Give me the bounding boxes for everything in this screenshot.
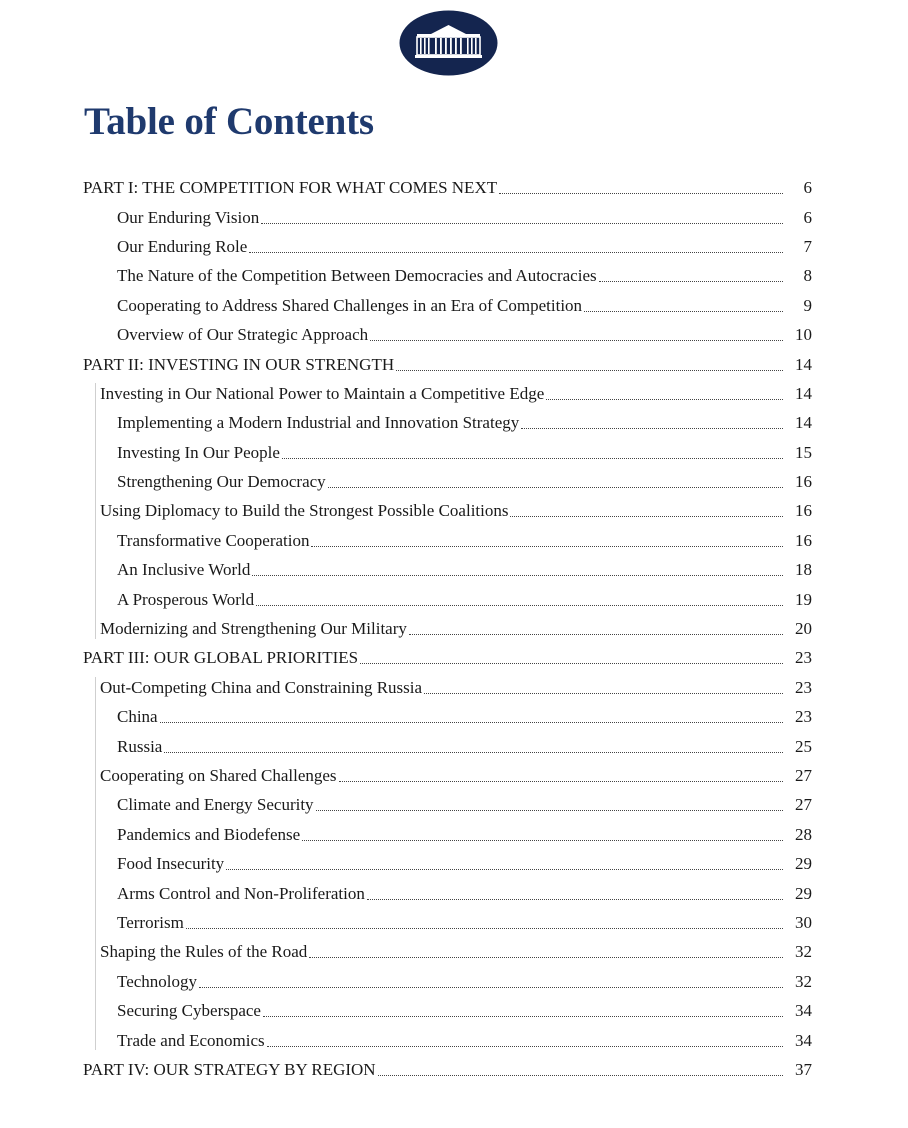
- toc-dot-leader: [199, 987, 783, 988]
- toc-part-entry[interactable]: [0, 349, 908, 378]
- toc-entry-label: A Prosperous World: [117, 589, 255, 609]
- toc-entry-label: Cooperating on Shared Challenges: [100, 766, 337, 785]
- toc-entry-label: China: [117, 707, 158, 727]
- toc-entry-label: Cooperating to Address Shared Challenges in an Era of Competition: [117, 295, 583, 315]
- toc-dot-leader: [302, 840, 783, 841]
- toc-entry-label: PART IV: OUR STRATEGY BY REGION: [83, 1059, 376, 1079]
- toc-entry-label: Russia: [117, 736, 163, 756]
- toc-page-number: 27: [795, 795, 812, 815]
- toc-entry-label: Shaping the Rules of the Road: [100, 942, 308, 962]
- toc-dot-leader: [261, 223, 783, 224]
- toc-subsection-entry[interactable]: [0, 408, 908, 437]
- toc-subsection-entry[interactable]: [0, 555, 908, 584]
- toc-dot-leader: [267, 1046, 783, 1047]
- toc-dot-leader: [164, 752, 783, 753]
- toc-subsection-entry[interactable]: [0, 1025, 908, 1054]
- toc-subsection-entry[interactable]: [0, 320, 908, 349]
- toc-subsection-entry[interactable]: [0, 526, 908, 555]
- toc-subsection-entry[interactable]: [0, 820, 908, 849]
- toc-entry-label: An Inclusive World: [117, 560, 251, 580]
- toc-indent-guide: [95, 383, 96, 639]
- toc-entry-label: Securing Cyberspace: [117, 1001, 261, 1021]
- toc-page-number: 29: [795, 883, 812, 903]
- toc-page-number: 23: [795, 648, 812, 668]
- toc-page-number: 23: [795, 677, 812, 697]
- toc-page-number: 23: [795, 707, 812, 727]
- toc-page-number: 14: [795, 383, 812, 403]
- toc-page-number: 14: [795, 413, 812, 433]
- white-house-seal-icon: [399, 10, 498, 76]
- toc-subsection-entry[interactable]: [0, 849, 908, 878]
- toc-section-entry[interactable]: [0, 496, 908, 525]
- toc-dot-leader: [360, 663, 783, 664]
- toc-page-number: 15: [795, 442, 812, 462]
- toc-dot-leader: [282, 458, 783, 459]
- toc-entry-label: The Nature of the Competition Between Democracies and Autocracies: [117, 266, 597, 286]
- toc-entry-label: Terrorism: [117, 912, 184, 932]
- toc-dot-leader: [367, 899, 783, 900]
- toc-dot-leader: [370, 340, 783, 341]
- toc-entry-label: Out-Competing China and Constraining Russia: [100, 677, 423, 697]
- toc-dot-leader: [311, 546, 783, 547]
- toc-entry-label: PART II: INVESTING IN OUR STRENGTH: [83, 354, 395, 374]
- toc-dot-leader: [339, 781, 783, 782]
- toc-page-number: 32: [795, 942, 812, 962]
- toc-page-number: 37: [795, 1059, 812, 1079]
- toc-entry-label: Trade and Economics: [117, 1030, 265, 1050]
- toc-dot-leader: [186, 928, 783, 929]
- toc-dot-leader: [546, 399, 783, 400]
- toc-dot-leader: [584, 311, 783, 312]
- toc-subsection-entry[interactable]: [0, 731, 908, 760]
- toc-dot-leader: [378, 1075, 783, 1076]
- toc-page-number: 9: [803, 295, 812, 315]
- toc-page-number: 32: [795, 971, 812, 991]
- toc-page-number: 29: [795, 854, 812, 874]
- toc-subsection-entry[interactable]: [0, 702, 908, 731]
- toc-dot-leader: [599, 281, 783, 282]
- toc-dot-leader: [309, 957, 783, 958]
- toc-section-entry[interactable]: [0, 761, 908, 790]
- toc-page-number: 6: [803, 178, 812, 198]
- toc-entry-label: Food Insecurity: [117, 854, 225, 874]
- toc-dot-leader: [226, 869, 783, 870]
- toc-dot-leader: [263, 1016, 783, 1017]
- toc-page-number: 19: [795, 589, 812, 609]
- toc-dot-leader: [499, 193, 783, 194]
- toc-section-entry[interactable]: [0, 614, 908, 643]
- toc-subsection-entry[interactable]: [0, 584, 908, 613]
- toc-section-entry[interactable]: [0, 937, 908, 966]
- toc-entry-label: Climate and Energy Security: [117, 795, 314, 815]
- toc-page-number: 16: [795, 472, 812, 492]
- toc-dot-leader: [409, 634, 783, 635]
- toc-page-number: 16: [795, 501, 812, 521]
- toc-subsection-entry[interactable]: [0, 438, 908, 467]
- toc-part-entry[interactable]: [0, 173, 908, 202]
- toc-entry-label: Modernizing and Strengthening Our Military: [100, 619, 407, 639]
- toc-page-number: 10: [795, 325, 812, 345]
- toc-page-number: 14: [795, 354, 812, 374]
- toc-dot-leader: [316, 810, 783, 811]
- toc-entry-label: Arms Control and Non-Proliferation: [117, 883, 365, 903]
- toc-entry-label: Using Diplomacy to Build the Strongest Possible Coalitions: [100, 501, 509, 521]
- toc-page-number: 30: [795, 912, 812, 932]
- toc-page-number: 34: [795, 1030, 812, 1050]
- table-of-contents: [0, 173, 908, 1084]
- toc-page-number: 27: [795, 766, 812, 785]
- toc-part-entry[interactable]: [0, 643, 908, 672]
- toc-subsection-entry[interactable]: [0, 790, 908, 819]
- toc-subsection-entry[interactable]: [0, 996, 908, 1025]
- toc-page-number: 25: [795, 736, 812, 756]
- toc-entry-label: Overview of Our Strategic Approach: [117, 325, 369, 345]
- toc-entry-label: Implementing a Modern Industrial and Innovation Strategy: [117, 413, 520, 433]
- toc-page-number: 28: [795, 824, 812, 844]
- toc-subsection-entry[interactable]: [0, 967, 908, 996]
- toc-dot-leader: [160, 722, 783, 723]
- toc-entry-label: Strengthening Our Democracy: [117, 472, 326, 492]
- toc-dot-leader: [252, 575, 783, 576]
- toc-dot-leader: [396, 370, 783, 371]
- toc-entry-label: Technology: [117, 971, 198, 991]
- toc-dot-leader: [424, 693, 783, 694]
- toc-dot-leader: [510, 516, 783, 517]
- toc-entry-label: PART III: OUR GLOBAL PRIORITIES: [83, 648, 359, 668]
- toc-subsection-entry[interactable]: [0, 908, 908, 937]
- toc-dot-leader: [256, 605, 783, 606]
- toc-entry-label: Pandemics and Biodefense: [117, 824, 301, 844]
- toc-subsection-entry[interactable]: [0, 232, 908, 261]
- toc-page-number: 34: [795, 1001, 812, 1021]
- toc-section-entry[interactable]: [0, 379, 908, 408]
- toc-subsection-entry[interactable]: [0, 261, 908, 290]
- toc-entry-label: Investing in Our National Power to Maintain a Competitive Edge: [100, 383, 545, 403]
- toc-page-number: 18: [795, 560, 812, 580]
- toc-indent-guide: [95, 677, 96, 1050]
- toc-dot-leader: [249, 252, 783, 253]
- toc-entry-label: PART I: THE COMPETITION FOR WHAT COMES NEXT: [83, 178, 498, 198]
- toc-page-number: 8: [803, 266, 812, 286]
- toc-section-entry[interactable]: [0, 673, 908, 702]
- toc-subsection-entry[interactable]: [0, 291, 908, 320]
- toc-dot-leader: [521, 428, 783, 429]
- toc-page-number: 6: [803, 207, 812, 227]
- toc-page-number: 7: [803, 236, 812, 256]
- toc-page-number: 16: [795, 530, 812, 550]
- page-title: Table of Contents: [84, 100, 374, 143]
- toc-part-entry[interactable]: [0, 1055, 908, 1084]
- toc-subsection-entry[interactable]: [0, 202, 908, 231]
- toc-entry-label: Our Enduring Vision: [117, 207, 260, 227]
- toc-page-number: 20: [795, 619, 812, 639]
- toc-dot-leader: [328, 487, 783, 488]
- toc-subsection-entry[interactable]: [0, 467, 908, 496]
- toc-subsection-entry[interactable]: [0, 878, 908, 907]
- toc-entry-label: Transformative Cooperation: [117, 530, 310, 550]
- toc-entry-label: Investing In Our People: [117, 442, 280, 462]
- toc-entry-label: Our Enduring Role: [117, 236, 248, 256]
